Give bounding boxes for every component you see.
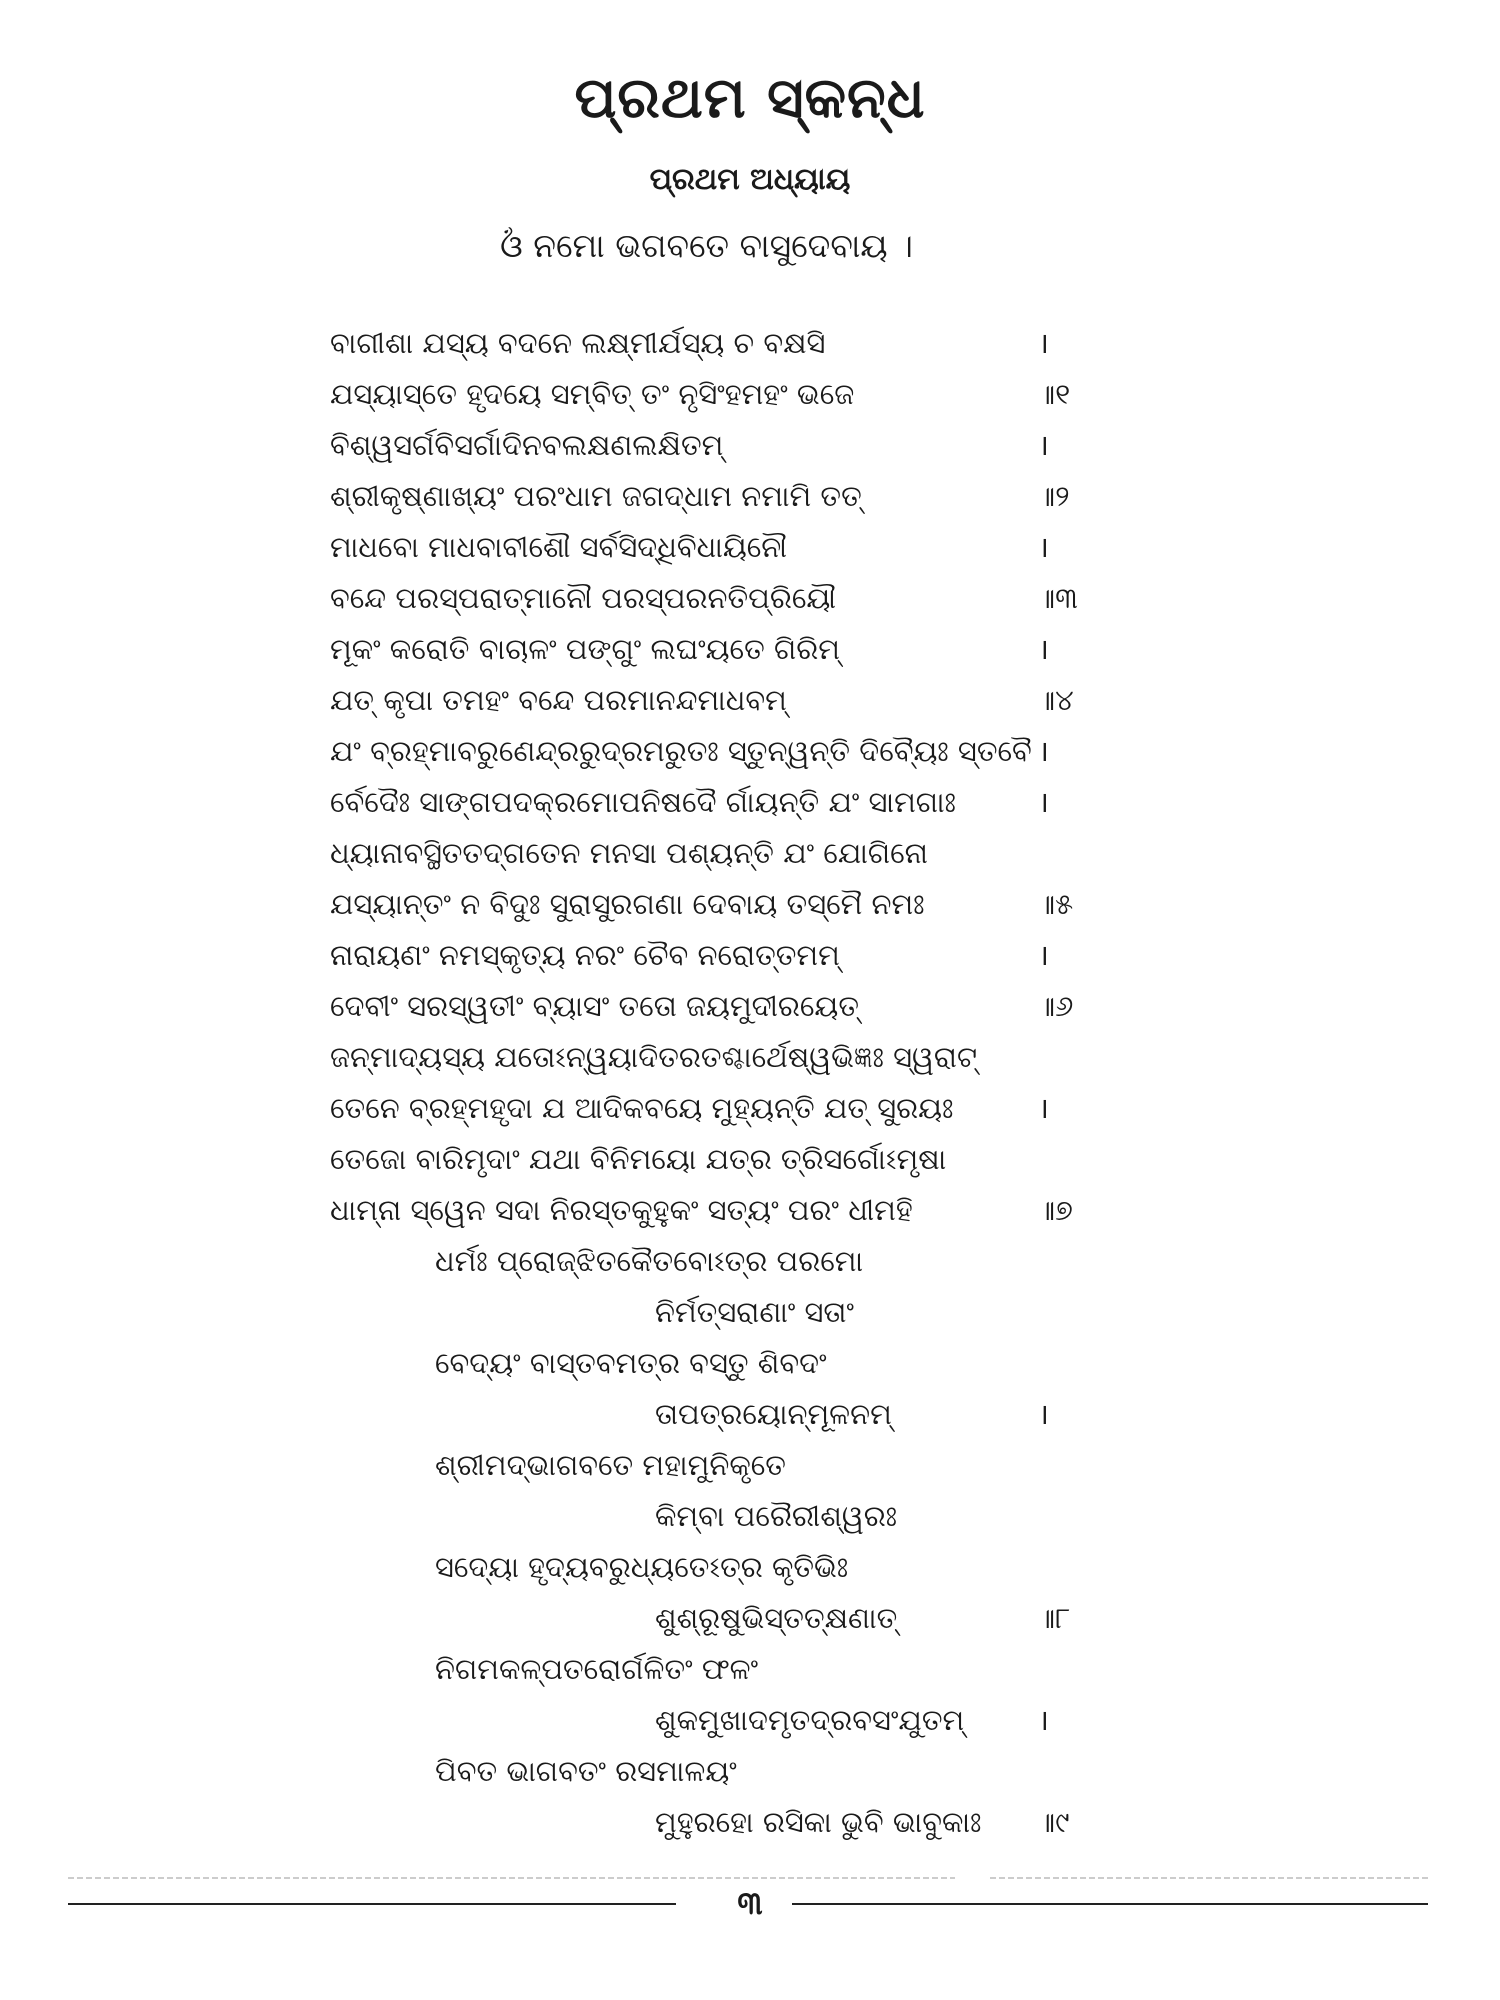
verse-text: ନିଗମକଳ୍ପତରୋର୍ଗଳିତଂ ଫଳଂ [435, 1652, 759, 1686]
verse-text: ଶ୍ରୀକୃଷ୍ଣାଖ୍ୟଂ ପରଂଧାମ ଜଗଦ୍ଧାମ ନମାମି ତତ୍ [330, 479, 862, 513]
verse-mark: । [1038, 428, 1049, 462]
verse-text: ବିଶ୍ୱସର୍ଗବିସର୍ଗାଦିନବଲକ୍ଷଣଲକ୍ଷିତମ୍ [330, 428, 724, 462]
verse-text: ମୂକଂ କରୋତି ବାଚାଳଂ ପଙ୍ଗୁଂ ଲଘଂୟତେ ଗିରିମ୍ [330, 632, 840, 666]
invocation-line: ଓଁ ନମୋ ଭଗବତେ ବାସୁଦେବାୟ । [500, 226, 913, 265]
verse-mark: । [1038, 785, 1049, 819]
verse-mark: ॥୯ [1038, 1805, 1070, 1839]
verse-mark: । [1038, 632, 1049, 666]
verse-mark: ॥୭ [1038, 1193, 1073, 1227]
verse-mark: । [1038, 938, 1049, 972]
page-title: ପ୍ରଥମ ସ୍କନ୍ଧ [574, 66, 926, 131]
verse-text: ଶୁଶ୍ରୂଷୁଭିସ୍ତତ୍‌କ୍ଷଣାତ୍ [655, 1601, 898, 1635]
verse-text: ଯତ୍ କୃପା ତମହଂ ବନ୍ଦେ ପରମାନନ୍ଦମାଧବମ୍ [330, 683, 787, 717]
verse-text: ର୍ବେଦୈଃ ସାଙ୍ଗପଦକ୍ରମୋପନିଷଦୈ ର୍ଗାୟନ୍ତି ଯଂ ସାମଗାଃ [330, 785, 956, 819]
verse-text: ଯସ୍ୟାସ୍ତେ ହୃଦୟେ ସମ୍ବିତ୍ ତଂ ନୃସିଂହମହଂ ଭଜେ [330, 377, 855, 411]
verse-text: ଧାମ୍ନା ସ୍ୱେନ ସଦା ନିରସ୍ତକୁହୁକଂ ସତ୍ୟଂ ପରଂ ଧୀମହି [330, 1193, 913, 1227]
verse-text: ଶ୍ରୀମଦ୍‌ଭାଗବତେ ମହାମୁନିକୃତେ [435, 1448, 786, 1482]
verse-text: ମୁହୁରହୋ ରସିକା ଭୁବି ଭାବୁକାଃ [655, 1805, 982, 1839]
verse-mark: । [1038, 326, 1049, 360]
verse-text: ମାଧବୋ ମାଧବାବୀଶୌ ସର୍ବସିଦ୍ଧିବିଧାୟିନୌ [330, 530, 788, 564]
verse-mark: ॥୮ [1038, 1601, 1071, 1635]
verse-mark: । [1038, 530, 1049, 564]
verse-text: ଦେବୀଂ ସରସ୍ୱତୀଂ ବ୍ୟାସଂ ତତୋ ଜୟମୁଦୀରୟେତ୍ [330, 989, 860, 1023]
verse-text: ବନ୍ଦେ ପରସ୍ପରାତ୍ମାନୌ ପରସ୍ପରନତିପ୍ରିୟୌ [330, 581, 837, 615]
chapter-heading: ପ୍ରଥମ ଅଧ୍ୟାୟ [649, 162, 851, 197]
verse-text: ଯସ୍ୟାନ୍ତଂ ନ ବିଦୁଃ ସୁରାସୁରଗଣା ଦେବାୟ ତସ୍ମୈ ନମଃ [330, 887, 925, 921]
verse-text: ଜନ୍ମାଦ୍ୟସ୍ୟ ଯତୋଽନ୍ୱୟାଦିତରତଶ୍ଚାର୍ଥେଷ୍ୱଭିଜ୍ଞଃ ସ୍ୱରାଟ୍ [330, 1040, 978, 1074]
verse-text: ସଦ୍ୟୋ ହୃଦ୍ୟବରୁଧ୍ୟତେଽତ୍ର କୃତିଭିଃ [435, 1550, 849, 1584]
verse-text: ଶୁକମୁଖାଦମୃତଦ୍ରବସଂଯୁତମ୍ [655, 1703, 965, 1737]
verse-text: ବେଦ୍ୟଂ ବାସ୍ତବମତ୍ର ବସ୍ତୁ ଶିବଦଂ [435, 1346, 827, 1380]
verse-mark: ॥୫ [1038, 887, 1074, 921]
verse-text: ବାଗୀଶା ଯସ୍ୟ ବଦନେ ଲକ୍ଷ୍ମୀର୍ଯସ୍ୟ ଚ ବକ୍ଷସି [330, 326, 826, 360]
verse-mark: । [1038, 1397, 1049, 1431]
verse-text: ତାପତ୍ରୟୋନ୍ମୂଳନମ୍ [655, 1397, 892, 1431]
verse-mark: ॥୩ [1038, 581, 1078, 615]
verse-mark: ॥୪ [1038, 683, 1074, 717]
verse-text: କିମ୍ବା ପରୈରୀଶ୍ୱରଃ [655, 1499, 897, 1533]
verse-text: ପିବତ ଭାଗବତଂ ରସମାଳୟଂ [435, 1754, 737, 1788]
verse-mark: ॥୧ [1038, 377, 1071, 411]
verse-text: ନାରାୟଣଂ ନମସ୍କୃତ୍ୟ ନରଂ ଚୈବ ନରୋତ୍ତମମ୍ [330, 938, 840, 972]
verse-text: ଧ୍ୟାନାବସ୍ଥିତତଦ୍‌ଗତେନ ମନସା ପଶ୍ୟନ୍ତି ଯଂ ଯୋଗିନୋ [330, 836, 928, 870]
verse-text: ତେନେ ବ୍ରହ୍ମହୃଦା ଯ ଆଦିକବୟେ ମୁହ୍ୟନ୍ତି ଯତ୍ ସୁରୟଃ [330, 1091, 954, 1125]
verse-mark: । [1038, 1091, 1049, 1125]
verse-text: ଧର୍ମଃ ପ୍ରୋଜ୍ଝିତକୈତବୋଽତ୍ର ପରମୋ [435, 1244, 864, 1278]
verse-mark: । [1038, 1703, 1049, 1737]
verse-mark: ॥୨ [1038, 479, 1070, 513]
verse-mark: ॥୬ [1038, 989, 1074, 1023]
page-number: ୩ [737, 1884, 763, 1922]
verse-text: ତେଜୋ ବାରିମୃଦାଂ ଯଥା ବିନିମୟୋ ଯତ୍ର ତ୍ରିସର୍ଗୋଽମୃଷା [330, 1142, 947, 1176]
verse-mark: । [1038, 734, 1049, 768]
verse-text: ନିର୍ମତ୍ସରାଣାଂ ସତାଂ [655, 1295, 854, 1329]
verse-text: ଯଂ ବ୍ରହ୍ମାବରୁଣେନ୍ଦ୍ରରୁଦ୍ରମରୁତଃ ସ୍ତୁନ୍ୱନ୍ତି ଦିବ୍ୟୈଃ ସ୍ତବୈ [330, 734, 1032, 768]
